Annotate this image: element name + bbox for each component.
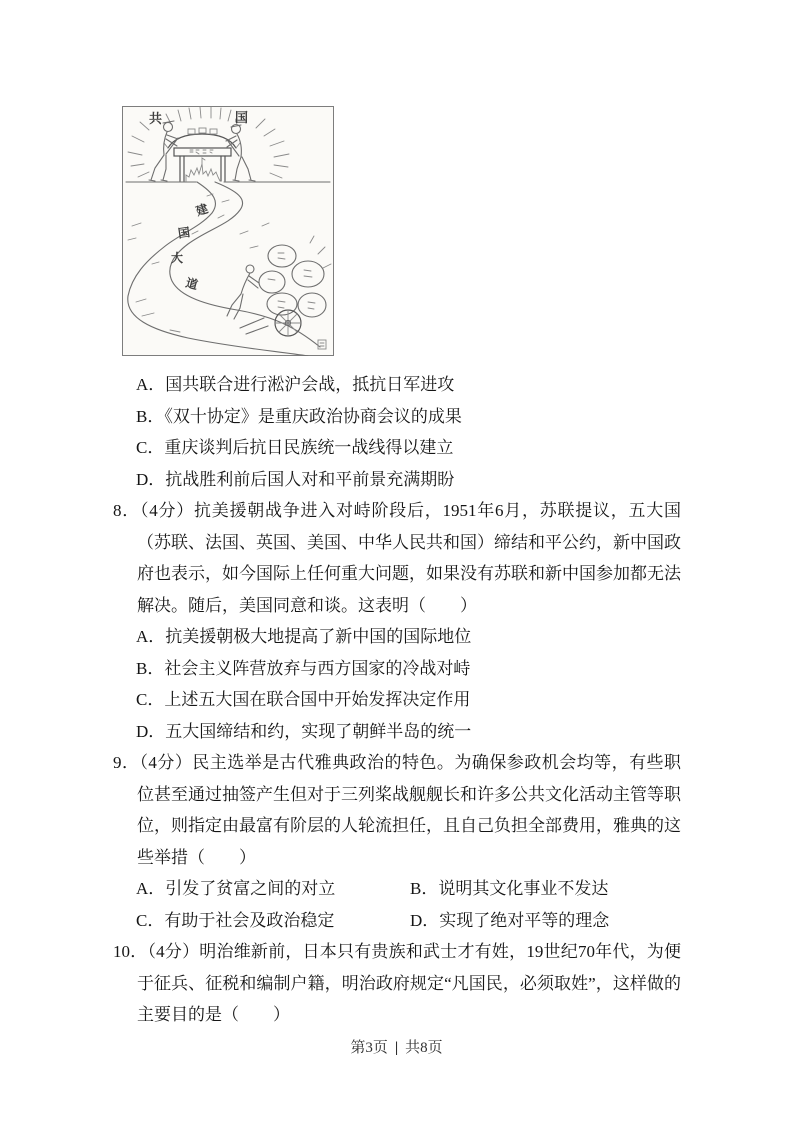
question-7-options: [113, 369, 681, 495]
question-9-stem: [113, 747, 681, 873]
option-7b: [113, 401, 681, 433]
question-8-stem: [113, 495, 681, 621]
option-text: 重庆谈判后抗日民族统一战线得以建立: [164, 438, 454, 457]
question-9: [113, 747, 681, 936]
question-number: 9．: [113, 753, 140, 772]
option-7a: [113, 369, 681, 401]
option-text: 实现了绝对平等的理念: [439, 910, 610, 930]
option-text: 抗战胜利前后国人对和平前景充满期盼: [165, 469, 455, 489]
option-8b: [113, 653, 681, 685]
question-8: [113, 495, 681, 747]
option-9c: [136, 905, 410, 937]
option-text: 上述五大国在联合国中开始发挥决定作用: [164, 690, 471, 709]
option-9d: [410, 905, 681, 937]
question-9-options: [113, 873, 681, 936]
question-10-stem: [113, 936, 681, 1031]
option-8c: [113, 684, 681, 716]
option-9a: [136, 873, 410, 905]
option-key: C．: [136, 910, 165, 930]
option-7c: [113, 432, 681, 464]
option-text: 社会主义阵营放弃与西方国家的冷战对峙: [164, 658, 471, 678]
option-key: D．: [410, 910, 440, 930]
option-text: 国共联合进行淞沪会战，抵抗日军进攻: [165, 375, 455, 394]
question-number: 8．: [113, 501, 140, 520]
road-char-3: 大: [171, 251, 184, 265]
option-7d: [113, 464, 681, 496]
option-text: 说明其文化事业不发达: [438, 879, 609, 898]
option-key: D．: [136, 721, 166, 741]
option-9b: [410, 873, 681, 905]
question-10: [113, 936, 681, 1031]
option-8d: [113, 716, 681, 748]
road-char-2: 国: [177, 225, 191, 241]
cartoon-figure: [122, 106, 334, 356]
option-key: C．: [136, 690, 165, 709]
total-pages-label: 共8页: [405, 1040, 443, 1056]
gate-right-label: 国: [235, 110, 249, 125]
option-text: 抗美援朝极大地提高了新中国的国际地位: [165, 627, 472, 646]
questions-column: [113, 369, 681, 1031]
option-key: C．: [136, 438, 165, 457]
option-text: 《双十协定》是重庆政治协商会议的成果: [164, 406, 462, 426]
option-key: B．: [136, 406, 165, 426]
option-key: A．: [136, 627, 166, 646]
cartoon-illustration: [122, 106, 334, 356]
question-stem-text: （4分）民主选举是古代雅典政治的特色。为确保参政机会均等，有些职位甚至通过抽签产生但对于三列桨战舰舰长和许多公共文化活动主管等职位，则指定由最富有阶层的人轮流担任，且自己负担全部费用，雅典的这些举措（ ）: [137, 753, 682, 867]
option-key: B．: [136, 658, 165, 678]
option-key: B．: [410, 879, 439, 898]
road-char-1: 建: [194, 201, 210, 219]
cartoon-border: [123, 107, 334, 356]
option-key: D．: [136, 469, 166, 489]
footer-separator: |: [394, 1040, 399, 1056]
page-footer: [0, 1036, 793, 1057]
option-text: 引发了贫富之间的对立: [165, 879, 336, 898]
question-number: 10．: [113, 942, 148, 961]
question-stem-text: （4分）抗美援朝战争进入对峙阶段后，1951年6月，苏联提议，五大国（苏联、法国、英国、美国、中华人民共和国）缔结和平公约，新中国政府也表示，如今国际上任何重大问题，如果没有苏联和新中国参加都无法解决。随后，美国同意和谈。这表明（ ）: [137, 501, 681, 615]
gate-left-label: 共: [149, 111, 163, 126]
option-8a: [113, 621, 681, 653]
current-page-label: 第3页: [350, 1040, 388, 1056]
road-char-4: 道: [184, 275, 200, 293]
option-text: 五大国缔结和约，实现了朝鲜半岛的统一: [165, 721, 472, 741]
question-stem-text: （4分）明治维新前，日本只有贵族和武士才有姓，19世纪70年代，为便于征兵、征税和编制户籍，明治政府规定“凡国民，必须取姓”，这样做的主要目的是（ ）: [137, 942, 682, 1024]
option-key: A．: [136, 879, 166, 898]
option-key: A．: [136, 375, 166, 394]
option-text: 有助于社会及政治稳定: [164, 910, 335, 930]
